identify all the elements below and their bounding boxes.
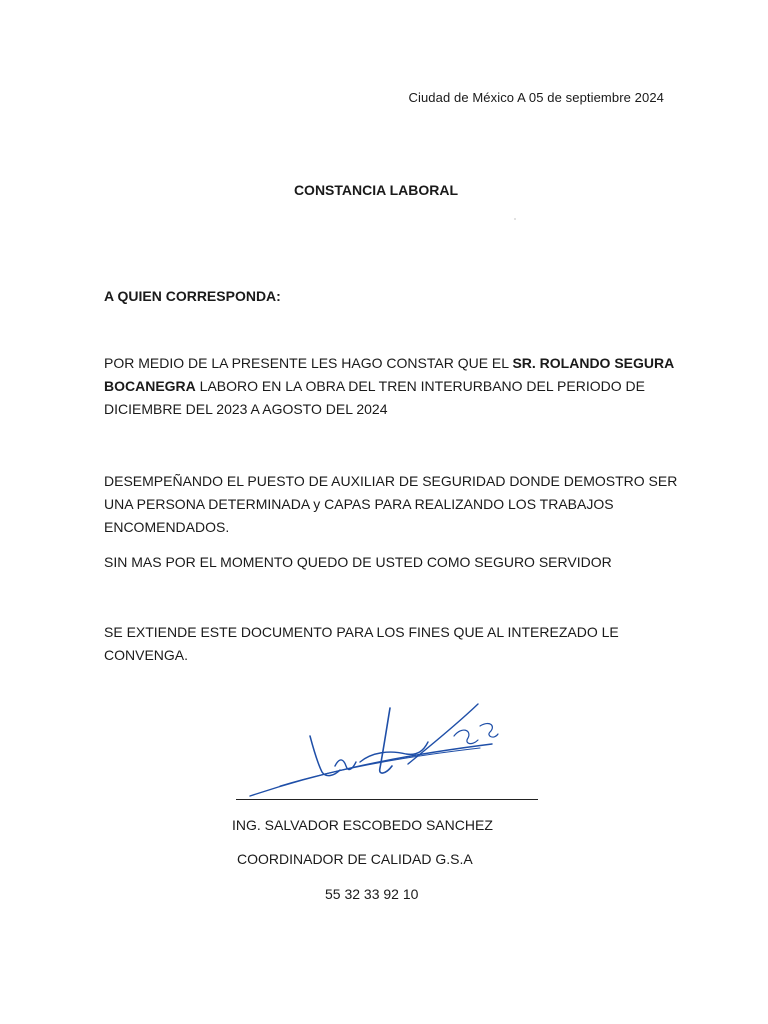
document-title: CONSTANCIA LABORAL xyxy=(293,182,459,198)
signer-role: COORDINADOR DE CALIDAD G.S.A xyxy=(237,851,473,867)
paragraph-closing: SIN MAS POR EL MOMENTO QUEDO DE USTED COMO SEGURO SERVIDOR xyxy=(104,554,612,570)
paragraph-statement xyxy=(104,352,684,421)
paper-speck xyxy=(514,218,516,220)
signer-name: ING. SALVADOR ESCOBEDO SANCHEZ xyxy=(232,817,493,833)
signer-phone: 55 32 33 92 10 xyxy=(325,886,419,902)
date-line: Ciudad de México A 05 de septiembre 2024 xyxy=(408,90,664,105)
salutation: A QUIEN CORRESPONDA: xyxy=(104,288,281,304)
statement-rest: LABORO EN LA OBRA DEL TREN INTERURBANO DEL PERIODO DE DICIEMBRE DEL 2023 A AGOSTO DEL 2024 xyxy=(104,378,645,417)
employee-name: SR. ROLANDO SEGURA BOCANEGRA xyxy=(104,355,674,394)
statement-intro: POR MEDIO DE LA PRESENTE LES HAGO CONSTAR QUE EL xyxy=(104,355,513,371)
paragraph-purpose: SE EXTIENDE ESTE DOCUMENTO PARA LOS FINES QUE AL INTEREZADO LE CONVENGA. xyxy=(104,624,619,663)
signature-line xyxy=(236,799,538,800)
paragraph-position: DESEMPEÑANDO EL PUESTO DE AUXILIAR DE SEGURIDAD DONDE DEMOSTRO SER UNA PERSONA DETERMINADA y CAPAS PARA REALIZANDO LOS TRABAJOS ENCOMENDADOS. xyxy=(104,473,678,535)
signature-icon xyxy=(240,696,510,806)
